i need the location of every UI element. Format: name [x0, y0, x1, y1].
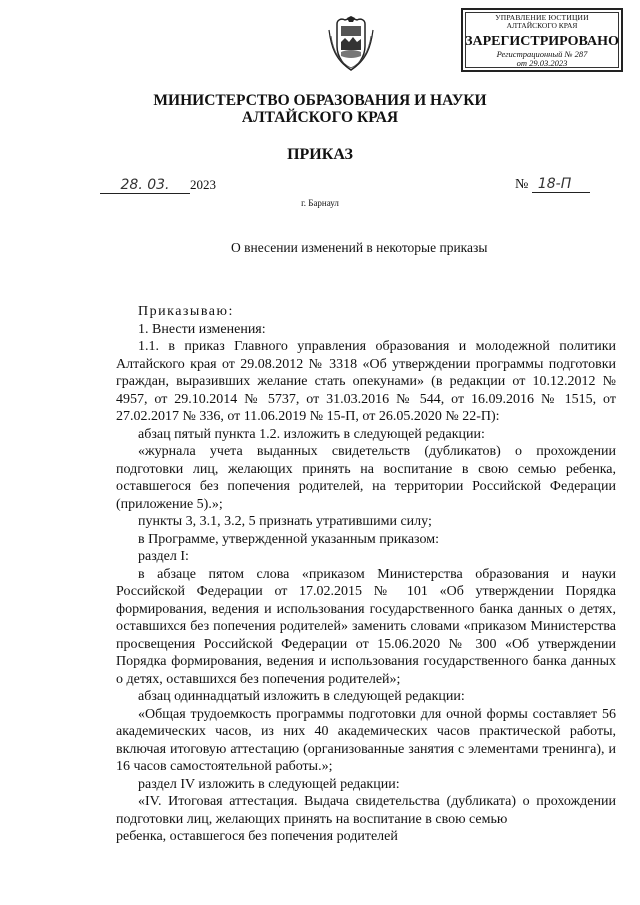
paragraph: 1.1. в приказ Главного управления образования и молодежной политики Алтайского края от 29.08.2012 № 3318 «Об утверждении программы подготовки граждан, выразивших желание стать опекунами» (в редакции от 10.12.2012 № 4957, от 29.10.2014 № 5737, от 31.03.2016 № 544, от 16.09.2016 № 1515, от 27.02.2017 № 336, от 11.06.2019 № 15-П, от 26.05.2020 № 22-П): — [116, 339, 616, 424]
paragraph: пункты 3, 3.1, 3.2, 5 признать утратившими силу; — [138, 514, 432, 529]
document-type: ПРИКАЗ — [287, 146, 353, 163]
handwritten-number: 18-П — [532, 176, 590, 193]
order-number — [515, 176, 590, 193]
ministry-title — [0, 92, 640, 126]
order-year: 2023 — [190, 177, 216, 192]
handwritten-date: 28. 03. — [100, 177, 190, 194]
coat-of-arms-icon — [327, 16, 375, 72]
city: г. Барнаул — [301, 198, 339, 208]
paragraph: раздел I: — [138, 549, 189, 564]
stamp-line1: УПРАВЛЕНИЕ ЮСТИЦИИ — [495, 13, 589, 22]
ministry-line1: МИНИСТЕРСТВО ОБРАЗОВАНИЯ И НАУКИ — [153, 92, 487, 109]
registration-stamp — [461, 8, 623, 72]
paragraph: «Общая трудоемкость программы подготовки для очной формы составляет 56 академических часов, из них 40 академических часов практической работы, включая итоговую аттестацию (организованные занятия с элементами тренинга), и 16 часов самостоятельной работы.»; — [116, 706, 616, 774]
stamp-inner-border — [465, 12, 619, 68]
paragraph: абзац пятый пункта 1.2. изложить в следующей редакции: — [138, 426, 485, 442]
stamp-title: ЗАРЕГИСТРИРОВАНО — [465, 34, 619, 49]
order-date — [100, 176, 216, 194]
stamp-reg-date: от 29.03.2023 — [516, 58, 568, 68]
paragraph: «журнала учета выданных свидетельств (дубликатов) о прохождении подготовки лиц, желающих принять на воспитание в свою семью ребенка, оставшегося без попечения родителей, на территории Российской Федерации (приложение 5).»; — [116, 444, 616, 512]
order-subject: О внесении изменений в некоторые приказы — [231, 240, 488, 255]
paragraph: Приказываю: — [138, 304, 234, 319]
ministry-line2: АЛТАЙСКОГО КРАЯ — [241, 109, 399, 126]
paragraph: в Программе, утвержденной указанным приказом: — [138, 531, 439, 547]
stamp-line2: АЛТАЙСКОГО КРАЯ — [506, 21, 578, 30]
section-heading-end: ребенка, оставшегося без попечения родителей — [116, 829, 398, 844]
number-sign: № — [515, 177, 529, 192]
paragraph: абзац одиннадцатый изложить в следующей редакции: — [138, 689, 465, 704]
stamp-reg-number: Регистрационный № 287 — [496, 49, 588, 59]
order-body — [116, 303, 616, 846]
paragraph: раздел IV изложить в следующей редакции: — [138, 776, 400, 792]
paragraph: 1. Внести изменения: — [138, 321, 266, 337]
section-heading: «IV. Итоговая аттестация. Выдача свидетельства (дубликата) о прохождении подготовки лиц, желающих принять на воспитание в свою семью — [116, 794, 616, 827]
paragraph: в абзаце пятом слова «приказом Министерства образования и науки Российской Федерации от 17.02.2015 № 101 «Об утверждении Порядка формирования, ведения и использования государственного банка данных о детях, оставшихся без попечения родителей» заменить словами «приказом Министерства просвещения Российской Федерации от 15.06.2020 № 300 «Об утверждении Порядка формирования, ведения и использования государственного банка данных о детях, оставшихся без попечения родителей»; — [116, 566, 616, 687]
